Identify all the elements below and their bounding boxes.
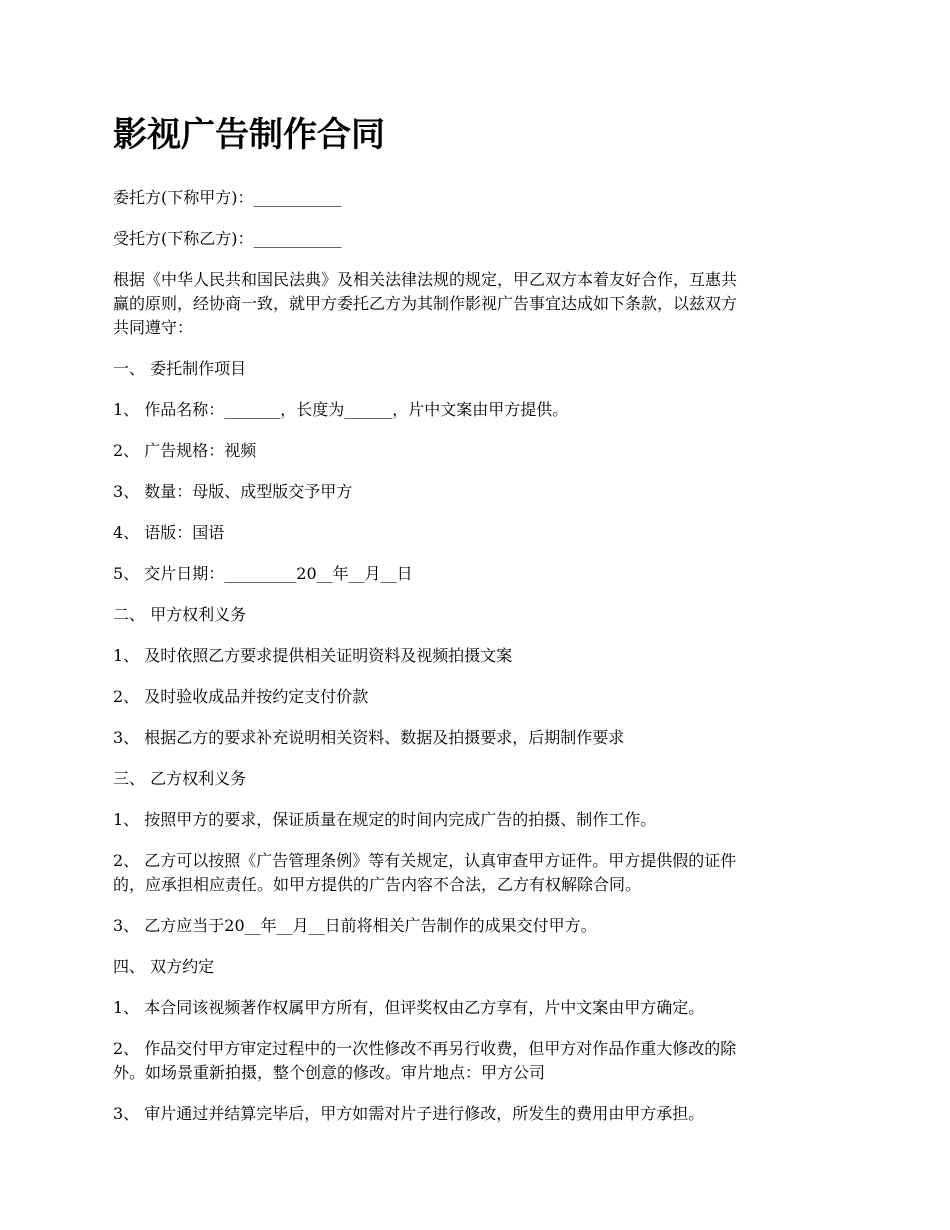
section-heading-3: 三、 乙方权利义务 — [113, 769, 247, 788]
page-title: 影视广告制作合同 — [113, 115, 385, 155]
intro-line: 共同遵守： — [113, 318, 194, 337]
clause-item — [113, 1037, 838, 1085]
intro-line: 赢的原则，经协商一致，就甲方委托乙方为其制作影视广告事宜达成如下条款，以兹双方 — [113, 294, 738, 313]
clause-line: 外。如场景重新拍摄，整个创意的修改。审片地点：甲方公司 — [113, 1063, 546, 1082]
clause-item: 3、 乙方应当于20__年__月__日前将相关广告制作的成果交付甲方。 — [113, 916, 597, 935]
clause-item: 3、 根据乙方的要求补充说明相关资料、数据及拍摄要求，后期制作要求 — [113, 728, 625, 747]
clause-item: 2、 广告规格：视频 — [113, 441, 257, 460]
party-a-line: 委托方(下称甲方)：___________ — [113, 188, 342, 207]
clause-item: 1、 作品名称：_______，长度为______，片中文案由甲方提供。 — [113, 400, 569, 419]
intro-paragraph — [113, 268, 838, 340]
clause-line: 的，应承担相应责任。如甲方提供的广告内容不合法，乙方有权解除合同。 — [113, 875, 642, 894]
clause-item: 1、 按照甲方的要求，保证质量在规定的时间内完成广告的拍摄、制作工作。 — [113, 810, 657, 829]
intro-line: 根据《中华人民共和国民法典》及相关法律法规的规定，甲乙双方本着友好合作，互惠共 — [113, 270, 738, 289]
section-heading-1: 一、 委托制作项目 — [113, 359, 247, 378]
clause-item: 3、 审片通过并结算完毕后，甲方如需对片子进行修改，所发生的费用由甲方承担。 — [113, 1104, 705, 1123]
clause-item — [113, 849, 838, 897]
clause-item: 1、 本合同该视频著作权属甲方所有，但评奖权由乙方享有，片中文案由甲方确定。 — [113, 998, 705, 1017]
clause-item: 1、 及时依照乙方要求提供相关证明资料及视频拍摄文案 — [113, 646, 513, 665]
clause-item: 5、 交片日期：_________20__年__月__日 — [113, 564, 413, 583]
section-heading-4: 四、 双方约定 — [113, 957, 215, 976]
section-heading-2: 二、 甲方权利义务 — [113, 605, 247, 624]
party-b-line: 受托方(下称乙方)：___________ — [113, 229, 342, 248]
contract-page — [113, 110, 838, 1143]
clause-line: 2、 乙方可以按照《广告管理条例》等有关规定，认真审查甲方证件。甲方提供假的证件 — [113, 851, 737, 870]
clause-item: 4、 语版：国语 — [113, 523, 225, 542]
clause-item: 2、 及时验收成品并按约定支付价款 — [113, 687, 369, 706]
clause-item: 3、 数量：母版、成型版交予甲方 — [113, 482, 353, 501]
clause-line: 2、 作品交付甲方审定过程中的一次性修改不再另行收费，但甲方对作品作重大修改的除 — [113, 1039, 737, 1058]
